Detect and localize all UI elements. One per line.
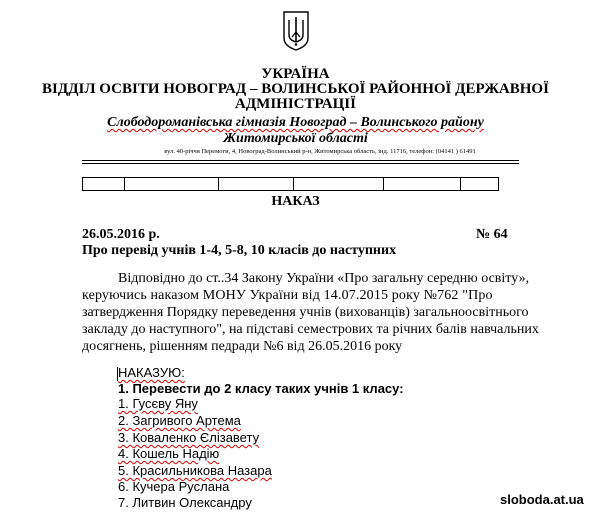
order-label-text: НАКАЗУЮ: (118, 365, 185, 380)
student-name: 1. Гусєву Яну (118, 396, 198, 411)
document-number: № 64 (476, 227, 508, 242)
paragraph-line-3: затвердження Порядку переведення учнів (вихованців) загальноосвітнього (82, 305, 529, 320)
student-name: 3. Коваленко Єлізавету (118, 430, 260, 445)
site-watermark: sloboda.at.ua (500, 492, 584, 507)
paragraph-line-5: досягнень, рішенням педради №6 від 26.05.2016 року (82, 339, 403, 354)
list-item: 7. Литвин Олександру (118, 495, 252, 510)
department-line-1: ВІДДІЛ ОСВІТИ НОВОГРАД – ВОЛИНСЬКОЇ РАЙОННОЇ ДЕРЖАВНОЇ (42, 81, 549, 97)
order-label (118, 364, 185, 381)
student-name: 2. Загривого Артема (118, 413, 241, 428)
header-divider (82, 160, 519, 161)
student-name: 5. Красильникова Назара (118, 463, 272, 478)
table-cell (461, 178, 498, 190)
table-cell (294, 178, 384, 190)
department-line-2: АДМІНІСТРАЦІЇ (235, 96, 356, 112)
registration-table (82, 177, 499, 191)
address-line: вул. 40-річчя Перемоги, 4, Новоград-Волинський р-н, Житомирська область, інд. 11716, телефон: (04141 ) 61491 (164, 148, 476, 155)
table-cell (384, 178, 462, 190)
document-date: 26.05.2016 р. (82, 227, 160, 242)
table-cell (83, 178, 125, 190)
table-cell (219, 178, 294, 190)
school-name: Слободороманівська гімназія Новоград – Волинського району (107, 115, 484, 130)
paragraph-line-4: закладу до наступного", на підставі семестрових та річних балів навчальних (82, 322, 539, 337)
school-line-1 (0, 115, 591, 131)
paragraph-line-2: керуючись наказом МОНУ України від 14.07.2015 року №762 "Про (82, 288, 493, 303)
student-name: 4. Кошель Надію (118, 446, 220, 461)
list-item (118, 445, 219, 463)
trident-icon (280, 8, 312, 52)
list-item (118, 395, 198, 413)
document-title: НАКАЗ (271, 194, 320, 209)
header-divider-thin (82, 163, 519, 164)
table-cell (125, 178, 220, 190)
order-point-1: 1. Перевести до 2 класу таких учнів 1 класу: (118, 381, 404, 396)
school-line-2: Житомирської області (223, 131, 368, 146)
list-item (118, 412, 241, 430)
country-title: УКРАЇНА (261, 66, 330, 82)
paragraph-line-1: Відповідно до ст..34 Закону України «Про загальну середню освіту», (118, 271, 530, 286)
document-subject: Про перевід учнів 1-4, 5-8, 10 класів до наступних (82, 243, 397, 258)
list-item: 6. Кучера Руслана (118, 479, 230, 494)
